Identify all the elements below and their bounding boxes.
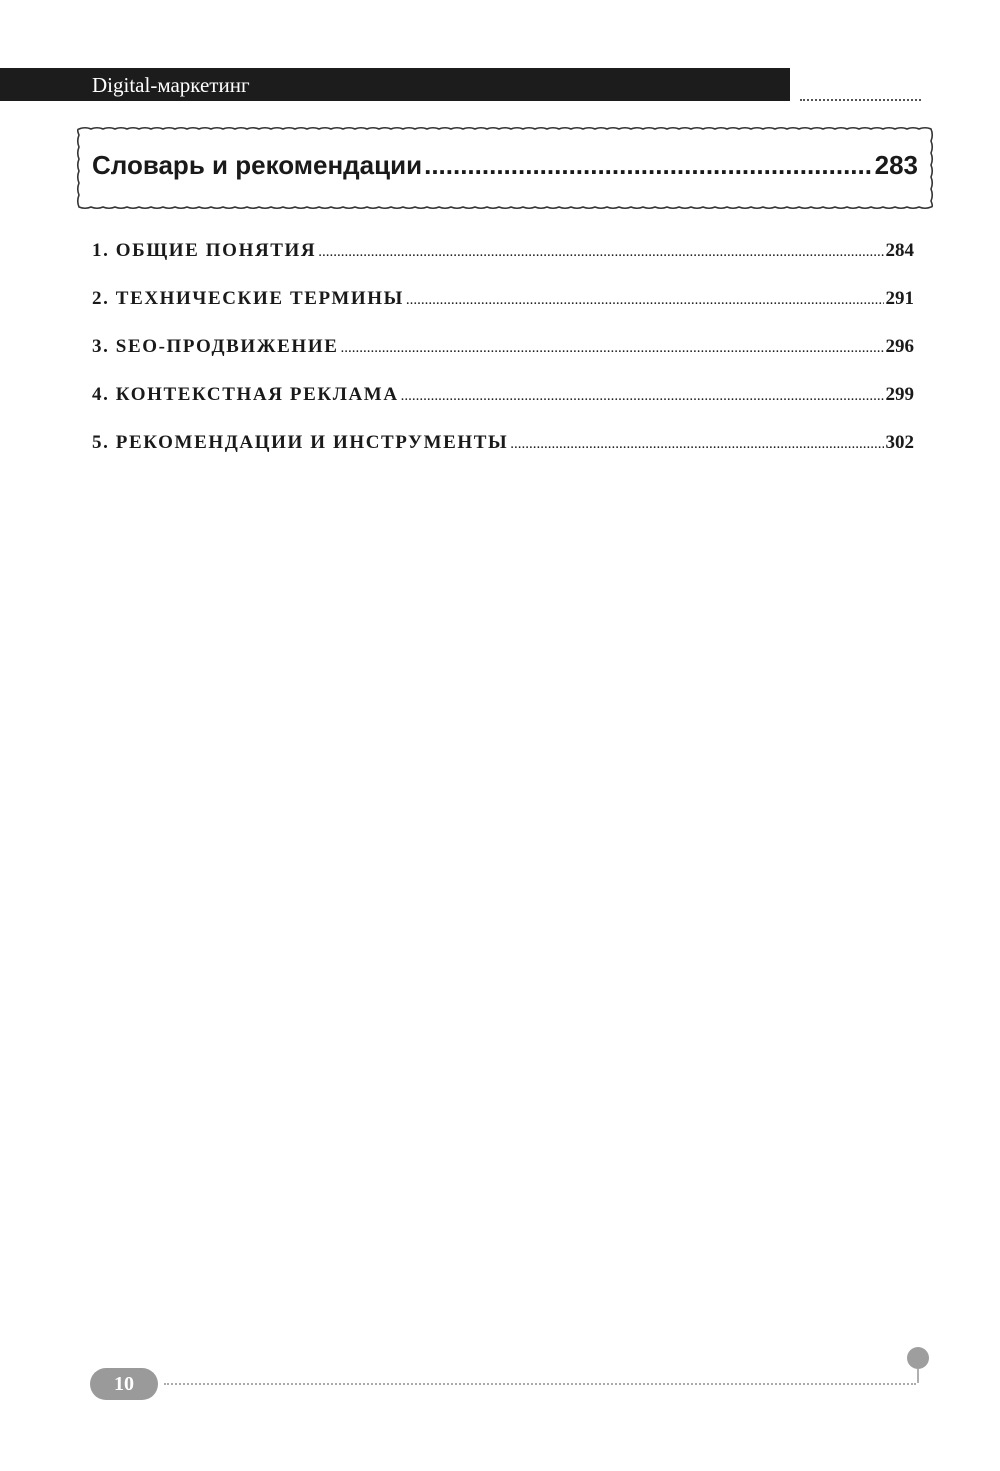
toc-item-leader (318, 244, 883, 261)
toc-item-leader (401, 388, 884, 405)
section-heading-title: Словарь и рекомендации (92, 150, 423, 180)
footer-ornament-stem (917, 1369, 919, 1383)
toc-item-page: 284 (885, 240, 914, 261)
toc-item-label: 3. SEO-ПРОДВИЖЕНИЕ (92, 336, 339, 357)
page-number: 10 (114, 1373, 134, 1395)
toc-item-page: 296 (885, 336, 914, 357)
toc-item-label: 4. КОНТЕКСТНАЯ РЕКЛАМА (92, 384, 399, 405)
toc-item-leader (406, 292, 884, 309)
toc-item[interactable] (92, 432, 914, 480)
toc-item[interactable] (92, 240, 914, 288)
table-of-contents (92, 240, 914, 480)
section-heading-box (74, 124, 936, 212)
toc-item-page: 302 (885, 432, 914, 453)
toc-item-leader (510, 436, 883, 453)
toc-item[interactable] (92, 336, 914, 384)
section-heading[interactable] (92, 150, 918, 180)
running-header-bar (0, 68, 790, 101)
toc-item-leader (340, 340, 883, 357)
toc-item-label: 5. РЕКОМЕНДАЦИИ И ИНСТРУМЕНТЫ (92, 432, 509, 453)
running-header-title: Digital-маркетинг (92, 73, 250, 97)
page-number-badge (90, 1368, 158, 1400)
toc-item-label: 2. ТЕХНИЧЕСКИЕ ТЕРМИНЫ (92, 288, 404, 309)
toc-item-page: 299 (885, 384, 914, 405)
footer-dot-ornament (907, 1347, 929, 1369)
toc-item[interactable] (92, 288, 914, 336)
toc-item-page: 291 (885, 288, 914, 309)
toc-item[interactable] (92, 384, 914, 432)
header-dotted-rule (800, 99, 921, 101)
footer-dotted-rule (164, 1383, 916, 1385)
section-heading-leader (424, 150, 873, 180)
section-heading-page: 283 (874, 150, 918, 180)
toc-item-label: 1. ОБЩИЕ ПОНЯТИЯ (92, 240, 317, 261)
